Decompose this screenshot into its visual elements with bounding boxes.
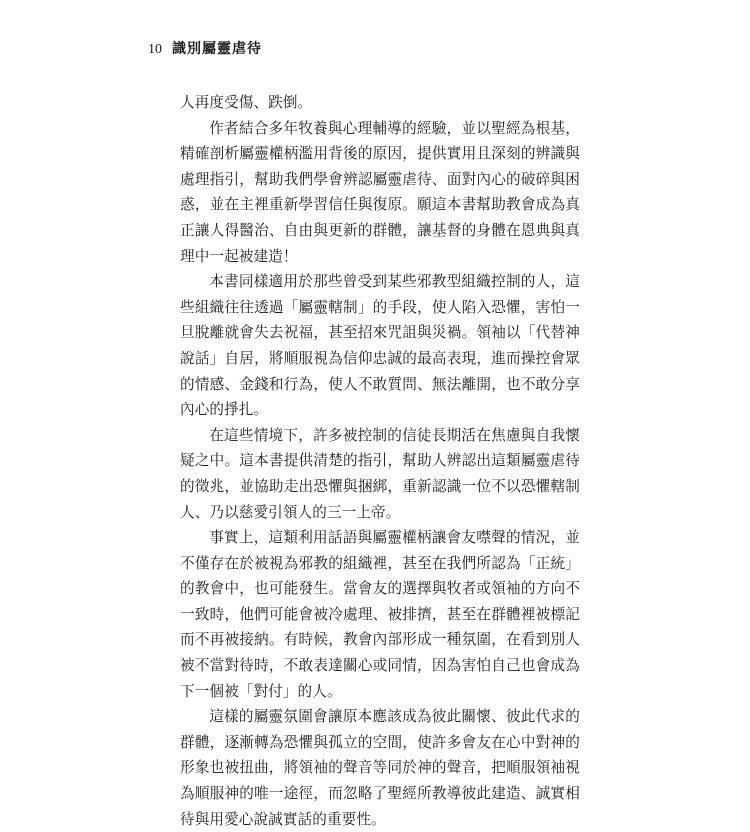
paragraph: 事實上，這類利用話語與屬靈權柄讓會友噤聲的情況，並不僅存在於被視為邪教的組織裡，甚至在我們所認為「正統」的教會中，也可能發生。當會友的選擇與牧者或領袖的方向不一致時，他們可能會被冷處理、被排擠，甚至在群體裡被標記而不再被接納。有時候，教會內部形成一種氛圍，在看到別人被不當對待時，不敢表達關心或同情，因為害怕自己也會成為下一個被「對付」的人。 bbox=[180, 529, 580, 700]
chapter-title: 識別屬靈虐待 bbox=[172, 41, 262, 57]
paragraph: 這樣的屬靈氛圍會讓原本應該成為彼此關懷、彼此代求的群體，逐漸轉為恐懼與孤立的空間，使許多會友在心中對神的形象也被扭曲，將領袖的聲音等同於神的聲音，把順服領袖視為順服神的唯一途徑，而忽略了聖經所教導彼此建造、誠實相待與用愛心說誠實話的重要性。 bbox=[180, 708, 580, 828]
running-head bbox=[148, 38, 262, 58]
paragraph: 在這些情境下，許多被控制的信徒長期活在焦慮與自我懷疑之中。這本書提供清楚的指引，幫助人辨認出這類屬靈虐待的徵兆，並協助走出恐懼與捆綁，重新認識一位不以恐懼轄制人、乃以慈愛引領人的三一上帝。 bbox=[180, 426, 580, 521]
body-text bbox=[180, 90, 580, 832]
paragraph: 本書同樣適用於那些曾受到某些邪教型組織控制的人，這些組織往往透過「屬靈轄制」的手段，使人陷入恐懼，害怕一旦脫離就會失去祝福，甚至招來咒詛與災禍。領袖以「代替神說話」自居，將順服視為信仰忠誠的最高表現，進而操控會眾的情感、金錢和行為，使人不敢質問、無法離開，也不敢分享內心的掙扎。 bbox=[180, 273, 580, 419]
paragraph-continuation: 人再度受傷、跌倒。 bbox=[180, 94, 313, 111]
paragraph: 作者結合多年牧養與心理輔導的經驗，並以聖經為根基，精確剖析屬靈權柄濫用背後的原因，提供實用且深刻的辨識與處理指引，幫助我們學會辨認屬靈虐待、面對內心的破碎與困惑，並在主裡重新學習信任與復原。願這本書幫助教會成為真正讓人得醫治、自由與更新的群體，讓基督的身體在恩典與真理中一起被建造！ bbox=[180, 119, 580, 265]
page-number: 10 bbox=[148, 42, 162, 57]
